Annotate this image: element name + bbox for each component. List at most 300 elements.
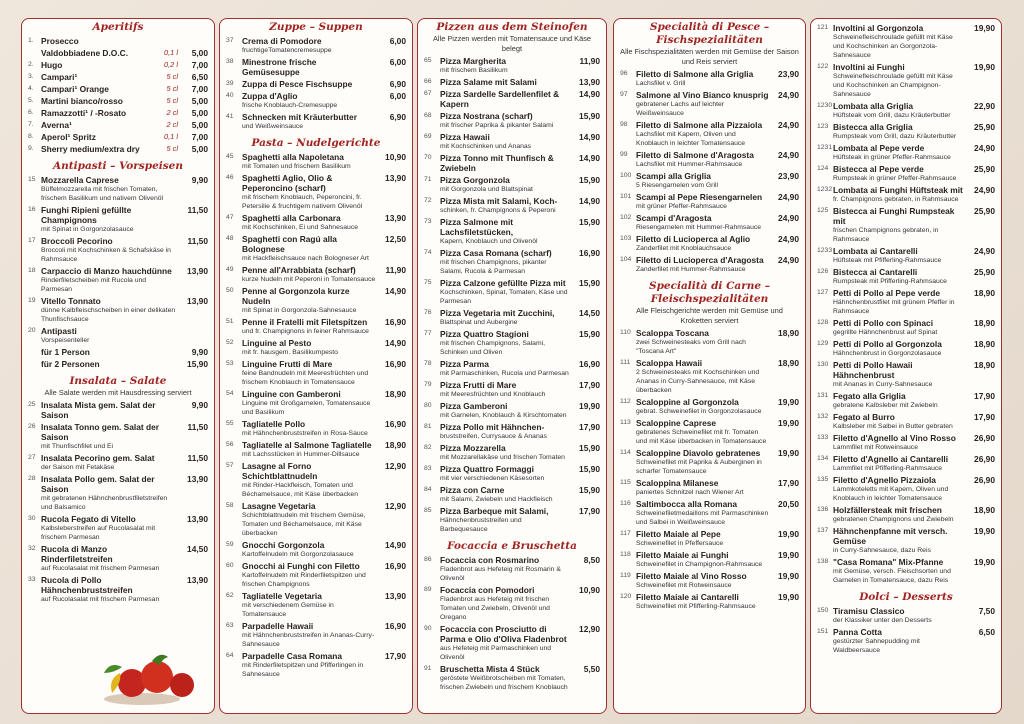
item-name: Spaghetti con Ragú alla Bolognese — [242, 234, 337, 254]
menu-item — [817, 206, 995, 244]
item-price: 15,90 — [187, 359, 208, 369]
item-number: 100 — [620, 172, 632, 179]
item-description: mit frischer Paprika & pikanter Salami — [440, 122, 554, 129]
item-number: 69 — [424, 133, 432, 140]
heading-dolci: Dolci – Desserts — [859, 591, 953, 603]
item-name: Gnocchi ai Funghi con Filetto — [242, 561, 360, 571]
menu-item — [28, 96, 208, 106]
item-name: Scampi al Pepe Riesengarnelen — [636, 192, 763, 202]
item-number: 79 — [424, 381, 432, 388]
item-name: Petti di Pollo Hawaii Hähnchenbrust — [833, 360, 913, 380]
item-price: 14,90 — [579, 89, 600, 99]
list-aperitifs — [28, 36, 208, 154]
menu-item — [226, 651, 406, 679]
item-name: Ramazzotti¹ / -Rosato — [41, 108, 127, 118]
item-name: Antipasti — [41, 326, 77, 336]
menu-item — [28, 236, 208, 264]
menu-item — [620, 397, 799, 416]
menu-item — [226, 91, 406, 110]
item-price: 23,90 — [778, 171, 799, 181]
item-number: 96 — [620, 70, 628, 77]
menu-item — [620, 255, 799, 274]
item-name: Pizza Gorgonzola — [440, 175, 510, 185]
item-name: Scaloppa Hawaii — [636, 358, 703, 368]
item-price: 17,90 — [778, 478, 799, 488]
item-price: 10,90 — [579, 585, 600, 595]
item-description: mit Hähnchenbruststreifen in Rosa-Sauce — [242, 430, 368, 437]
item-name: Pizza Vegetaria mit Zucchini, — [440, 308, 555, 318]
menu-item — [424, 132, 600, 151]
item-name: Hähnchenpfanne mit versch. Gemüse — [833, 526, 948, 546]
item-description: Schweinefleischroulade gefüllt mit Käse und Kochschinken an Champignon-Sahnesauce — [833, 73, 953, 98]
item-price: 13,90 — [579, 77, 600, 87]
item-description: mit Kochschinken und Ananas — [440, 143, 532, 150]
item-number: 150 — [817, 607, 829, 614]
item-name: Scaloppina Milanese — [636, 478, 719, 488]
item-description: Hähnchenbrust in Gorgonzolasauce — [833, 350, 942, 357]
item-price: 15,90 — [579, 217, 600, 227]
item-volume: 2 cl — [166, 120, 178, 129]
item-price: 16,90 — [385, 561, 406, 571]
item-description: fruchtigeTomatencremesuppe — [242, 47, 332, 54]
item-price: 19,90 — [974, 62, 995, 72]
item-price: 19,90 — [778, 418, 799, 428]
menu-item — [424, 443, 600, 462]
menu-item — [28, 205, 208, 234]
item-name: Aperol¹ Spritz — [41, 132, 96, 142]
menu-item — [424, 624, 600, 662]
item-number: 118 — [620, 551, 631, 558]
item-number: 86 — [424, 556, 432, 563]
item-number: 116 — [620, 500, 631, 507]
item-number: 82 — [424, 444, 432, 451]
item-price: 6,00 — [389, 57, 406, 67]
item-name: Filetto Maiale al Vino Rosso — [636, 571, 747, 581]
item-name: Filetto Maiale al Pepe — [636, 529, 721, 539]
menu-item — [28, 359, 208, 369]
item-name: Focaccia con Prosciutto di Parma e Olio d'Oliva Fladenbrot — [440, 624, 567, 644]
item-price: 24,90 — [778, 192, 799, 202]
menu-item — [424, 585, 600, 622]
item-price: 10,90 — [385, 152, 406, 162]
item-name: Rucola Fegato di Vitello — [41, 514, 136, 524]
item-number: 81 — [424, 423, 432, 430]
menu-item — [28, 120, 208, 130]
menu-item — [817, 164, 995, 183]
menu-item — [817, 433, 995, 452]
item-name: Penne il Fratelli mit Filetspitzen — [242, 317, 368, 327]
item-number: 60 — [226, 562, 234, 569]
item-number: 46 — [226, 174, 234, 181]
item-description: schinken, fr. Champignons & Peperoni — [440, 207, 556, 214]
item-description: mit Garnelen, Knoblauch & Kirschtomaten — [440, 412, 567, 419]
menu-item — [817, 246, 995, 265]
item-description: frischen Champignons gebraten, in Rahmsauce — [833, 227, 939, 243]
item-name: Scaloppine Diavolo gebratenes — [636, 448, 761, 458]
item-price: 16,90 — [579, 359, 600, 369]
item-number: 85 — [424, 507, 432, 514]
item-description: feine Bandnudeln mit Meeresfrüchten und frischem Knoblauch in Tomatensauce — [242, 370, 369, 386]
item-description: Hüftsteak mit Pfifferling-Rahmsauce — [833, 257, 942, 264]
item-number: 101 — [620, 193, 632, 200]
menu-item — [817, 267, 995, 286]
menu-item — [620, 192, 799, 211]
item-name: Lasagne al Forno Schichtblattnudeln — [242, 461, 318, 481]
list-insalata — [28, 400, 208, 604]
item-number: 28 — [28, 475, 36, 482]
item-number: 75 — [424, 279, 432, 286]
list-focaccia — [424, 555, 600, 692]
item-name: Insalata Tonno gem. Salat der Saison — [41, 422, 160, 442]
item-number: 115 — [620, 479, 631, 486]
item-price: 12,90 — [385, 461, 406, 471]
item-name: Pizza Salame mit Salami — [440, 77, 537, 87]
item-number: 110 — [620, 329, 631, 336]
item-price: 25,90 — [974, 164, 995, 174]
item-description: Linguine mit Großgarnelen, Tomatensauce und Basilikum — [242, 400, 371, 416]
menu-item — [28, 84, 208, 94]
item-number: 120 — [620, 593, 632, 600]
item-description: geröstete Weißbrotscheiben mit Tomaten, frischen Zwiebeln und frischem Knoblauch — [440, 675, 568, 691]
item-description: Rumpsteak in grüner Pfeffer-Rahmsauce — [833, 175, 957, 182]
item-description: Schweinefilet mit Rotweinsauce — [636, 582, 732, 589]
item-description: Broccoli mit Kochschinken & Schafskäse in Rahmsauce — [41, 247, 171, 263]
item-number: 91 — [424, 665, 432, 672]
item-description: gebratener Lachs auf leichter Weißweinsauce — [636, 101, 725, 117]
item-price: 16,90 — [385, 317, 406, 327]
item-name: Filetto Maiale ai Funghi — [636, 550, 729, 560]
menu-item — [424, 153, 600, 173]
item-description: der Saison mit Fetakäse — [41, 464, 115, 471]
item-number: 127 — [817, 289, 829, 296]
item-price: 19,90 — [778, 448, 799, 458]
item-number: 121 — [817, 24, 829, 31]
menu-item — [424, 56, 600, 75]
item-name: Linguine al Pesto — [242, 338, 312, 348]
item-number: 1. — [28, 37, 34, 44]
menu-item — [226, 540, 406, 559]
item-number: 135 — [817, 476, 829, 483]
item-name: Carpaccio di Manzo hauchdünne — [41, 266, 172, 276]
item-name: Lombata ai Funghi Hüftsteak mit — [833, 185, 963, 195]
item-number: 134 — [817, 455, 829, 462]
item-price: 13,90 — [385, 173, 406, 183]
item-price: 18,90 — [385, 440, 406, 450]
menu-item — [424, 664, 600, 692]
item-description: mit fr. hausgem. Basilikumpesto — [242, 349, 338, 356]
item-price: 6,90 — [389, 112, 406, 122]
item-number: 47 — [226, 214, 234, 221]
menu-item — [817, 339, 995, 358]
item-description: Schweinefilet mit Paprika & Auberginen in scharfer Tomatensauce — [636, 459, 762, 475]
item-number: 26 — [28, 423, 36, 430]
list-pasta — [226, 152, 406, 679]
item-name: Focaccia con Rosmarino — [440, 555, 540, 565]
item-price: 18,90 — [974, 505, 995, 515]
menu-item — [620, 120, 799, 148]
item-number: 89 — [424, 586, 432, 593]
item-number: 63 — [226, 622, 234, 629]
item-number: 151 — [817, 628, 829, 635]
menu-item — [28, 266, 208, 294]
item-description: mit Hähnchenbruststreifen in Ananas-Curry-Sahnesauce — [242, 632, 375, 648]
menu-item — [620, 90, 799, 118]
item-price: 14,90 — [385, 286, 406, 296]
item-number: 74 — [424, 249, 432, 256]
item-price: 24,90 — [778, 150, 799, 160]
item-number: 124 — [817, 165, 829, 172]
item-number: 5. — [28, 97, 34, 104]
item-price: 14,90 — [579, 132, 600, 142]
menu-item — [226, 338, 406, 357]
item-name: Filetto di Salmone d'Aragosta — [636, 150, 754, 160]
column-suppen-pasta — [219, 18, 413, 714]
item-price: 20,50 — [778, 499, 799, 509]
item-price: 12,90 — [579, 624, 600, 634]
item-name: Parpadelle Hawaii — [242, 621, 314, 631]
item-name: Pizza Barbeque mit Salami, — [440, 506, 549, 516]
item-number: 64 — [226, 652, 234, 659]
item-price: 15,90 — [579, 175, 600, 185]
menu-item — [226, 286, 406, 315]
item-description: Lachsfilet mit Hummer-Rahmsauce — [636, 161, 743, 168]
item-description: Hähnchenbrustfilet mit grünem Pfeffer in Rahmsauce — [833, 299, 955, 315]
item-price: 11,90 — [385, 265, 406, 275]
item-name: Pizza Quattro Formaggi — [440, 464, 534, 474]
item-description: gegrillte Hähnchenbrust auf Spinat — [833, 329, 938, 336]
item-name: Scaloppine Caprese — [636, 418, 717, 428]
item-number: 70 — [424, 154, 432, 161]
column-fisch-fleisch — [613, 18, 806, 714]
item-price: 13,90 — [187, 514, 208, 524]
item-number: 52 — [226, 339, 234, 346]
item-price: 18,90 — [778, 358, 799, 368]
item-name: Insalata Pollo gem. Salat der Saison — [41, 474, 155, 494]
item-description: Rumpsteak vom Grill, dazu Kräuterbutter — [833, 133, 957, 140]
item-name: Tagliatelle al Salmone Tagliatelle — [242, 440, 372, 450]
item-number: 102 — [620, 214, 632, 221]
item-name: Insalata Mista gem. Salat der Saison — [41, 400, 156, 420]
item-price: 6,50 — [191, 72, 208, 82]
item-number: 80 — [424, 402, 432, 409]
item-price: 25,90 — [974, 122, 995, 132]
item-name: Penne al Gorgonzola kurze Nudeln — [242, 286, 350, 306]
item-name: Schnecken mit Kräuterbutter — [242, 112, 357, 122]
menu-item — [620, 571, 799, 590]
item-price: 26,90 — [974, 454, 995, 464]
item-name: Involtini al Gorgonzola — [833, 23, 924, 33]
item-name: Bistecca alla Griglia — [833, 122, 913, 132]
item-name: Scaloppa Toscana — [636, 328, 709, 338]
item-price: 18,90 — [385, 389, 406, 399]
list-pizzen — [424, 56, 600, 534]
list-fleisch2 — [817, 23, 995, 585]
item-description: Lachsfilet mit Kapern, Oliven und Knoblauch in leichter Tomatensauce — [636, 131, 746, 147]
item-price: 22,90 — [974, 101, 995, 111]
item-name: Petti di Pollo al Pepe verde — [833, 288, 941, 298]
item-description: mit Lachsstücken in Hummer-Dillsauce — [242, 451, 360, 458]
item-description: paniertes Schnitzel nach Wiener Art — [636, 489, 744, 496]
item-number: 7. — [28, 121, 34, 128]
item-price: 9,90 — [191, 175, 208, 185]
item-number: 57 — [226, 462, 234, 469]
item-description: Hüftsteak vom Grill, dazu Kräuterbutter — [833, 112, 951, 119]
item-number: 40 — [226, 92, 234, 99]
item-price: 24,90 — [974, 246, 995, 256]
item-name: Crema di Pomodore — [242, 36, 322, 46]
item-price: 6,00 — [389, 36, 406, 46]
item-price: 19,90 — [778, 397, 799, 407]
item-description: Kapern, Knoblauch und Olivenöl — [440, 238, 538, 245]
menu-item — [620, 478, 799, 497]
item-name: Pizza Hawaii — [440, 132, 490, 142]
item-number: 77 — [424, 330, 432, 337]
item-description: mit Gorgonzola und Blattspinat — [440, 186, 533, 193]
item-number: 1231 — [817, 144, 833, 151]
menu-item — [817, 412, 995, 431]
item-price: 17,90 — [974, 391, 995, 401]
item-number: 131 — [817, 392, 829, 399]
item-description: auf Rucolasalat mit frischem Parmesan — [41, 565, 160, 572]
item-number: 55 — [226, 420, 234, 427]
item-name: Pizza Quattro Stagioni — [440, 329, 529, 339]
menu-item — [817, 627, 995, 655]
item-description: mit grüner Pfeffer-Rahmsauce — [636, 203, 727, 210]
item-price: 15,90 — [579, 485, 600, 495]
menu-item — [226, 419, 406, 438]
item-price: 9,90 — [191, 347, 208, 357]
item-name: Pizza con Carne — [440, 485, 505, 495]
item-number: 72 — [424, 197, 432, 204]
item-description: Schweinefilet in Champignon-Rahmsauce — [636, 561, 763, 568]
item-price: 17,90 — [579, 422, 600, 432]
menu-item — [226, 440, 406, 459]
item-description: Schichtblattnudeln mit frischem Gemüse, Tomaten und Béchamelsauce, mit Käse überbacken — [242, 512, 366, 537]
item-name: "Casa Romana" Mix-Pfanne — [833, 557, 944, 567]
item-price: 17,90 — [579, 380, 600, 390]
item-price: 7,00 — [191, 60, 208, 70]
item-name: Pizza Margherita — [440, 56, 507, 66]
item-number: 98 — [620, 121, 628, 128]
item-description: mit verschiedenem Gemüse in Tomatensauce — [242, 602, 334, 618]
menu-item — [226, 234, 406, 263]
item-number: 71 — [424, 176, 432, 183]
item-name: Fegato alla Griglia — [833, 391, 906, 401]
item-description: mit Ananas in Curry-Sahnesauce — [833, 381, 933, 388]
item-name: Gnocchi Gorgonzola — [242, 540, 325, 550]
item-description: in Curry-Sahnesauce, dazu Reis — [833, 547, 931, 554]
item-name: Sherry medium/extra dry — [41, 144, 140, 154]
item-description: mit frischem Basilikum — [440, 67, 508, 74]
item-price: 14,90 — [385, 338, 406, 348]
item-number: 122 — [817, 63, 829, 70]
tomato-basil-illustration — [102, 637, 212, 707]
item-number: 51 — [226, 318, 234, 325]
item-number: 97 — [620, 91, 628, 98]
item-number: 65 — [424, 57, 432, 64]
item-name: Filetto di Salmone alla Griglia — [636, 69, 754, 79]
item-name: Bruschetta Mista 4 Stück — [440, 664, 540, 674]
list-antipasti — [28, 175, 208, 369]
item-price: 15,90 — [579, 329, 600, 339]
item-name: Vitello Tonnato — [41, 296, 101, 306]
item-description: mit Tomaten und frischem Basilikum — [242, 163, 351, 170]
item-number: 9. — [28, 145, 34, 152]
item-price: 19,90 — [778, 571, 799, 581]
item-number: 38 — [226, 58, 234, 65]
item-description: auf Rucolasalat mit frischem Parmesan — [41, 596, 160, 603]
menu-item — [226, 317, 406, 336]
menu-item — [424, 422, 600, 441]
item-price: 26,90 — [974, 475, 995, 485]
menu-item — [817, 391, 995, 410]
item-name: Bistecca ai Funghi Rumpsteak mit — [833, 206, 955, 226]
item-name: Linguine Frutti di Mare — [242, 359, 333, 369]
menu-item — [817, 318, 995, 337]
item-price: 11,90 — [579, 56, 600, 66]
heading-insalata: Insalata – Salate — [69, 375, 167, 387]
item-number: 25 — [28, 401, 36, 408]
item-description: Schweinefleischroulade gefüllt mit Käse und Kochschinken an Gorgonzola-Sahnesauce — [833, 34, 953, 59]
item-number: 6. — [28, 109, 34, 116]
item-price: 16,90 — [385, 359, 406, 369]
item-price: 24,90 — [974, 185, 995, 195]
item-price: 25,90 — [974, 267, 995, 277]
item-number: 20 — [28, 327, 36, 334]
item-price: 6,00 — [389, 91, 406, 101]
item-number: 15 — [28, 176, 36, 183]
item-price: 6,90 — [389, 79, 406, 89]
item-number: 103 — [620, 235, 632, 242]
item-description: Schweinefiletmedaillons mit Parmaschinken und Salbei in Weißweinsauce — [636, 510, 769, 526]
item-description: Hähnchenbruststreifen und Barbequesauce — [440, 517, 522, 533]
menu-item — [817, 360, 995, 389]
item-description: mit Parmaschinken, Rucola und Parmesan — [440, 370, 569, 377]
item-description: Lammfilet mit Rotweinsauce — [833, 444, 918, 451]
item-price: 5,00 — [191, 120, 208, 130]
menu-item — [424, 89, 600, 109]
item-name: Pizza Nostrana (scharf) — [440, 111, 533, 121]
menu-item — [28, 422, 208, 451]
item-description: Schweinefilet mit Pfifferling-Rahmsauce — [636, 603, 756, 610]
item-name: Fegato al Burro — [833, 412, 895, 422]
item-price: 12,50 — [385, 234, 406, 244]
list-dolci — [817, 606, 995, 655]
item-price: 13,90 — [187, 575, 208, 585]
item-name: Averna¹ — [41, 120, 72, 130]
menu-item — [28, 326, 208, 345]
menu-item — [226, 173, 406, 211]
menu-item — [620, 358, 799, 395]
item-price: 24,90 — [778, 234, 799, 244]
item-number: 128 — [817, 319, 829, 326]
menu-item — [424, 111, 600, 130]
item-number: 30 — [28, 515, 36, 522]
item-number: 104 — [620, 256, 632, 263]
item-name: Salmone al Vino Bianco knusprig — [636, 90, 769, 100]
item-description: gebratenes Schweinefilet mit fr. Tomaten und mit Käse überbacken in Tomatensauce — [636, 429, 767, 445]
item-description: Kalbsleberstreifen auf Rucolasalat mit frischem Parmesan — [41, 525, 156, 541]
menu-item — [424, 485, 600, 504]
menu-item — [28, 400, 208, 420]
item-number: 27 — [28, 454, 36, 461]
item-description: mit gebratenen Hähnchenbrustfiletstreifen und Balsamico — [41, 495, 168, 511]
item-name: Bistecca ai Cantarelli — [833, 267, 918, 277]
item-price: 13,90 — [385, 213, 406, 223]
item-description: mit Mozzarellakäse und frischen Tomaten — [440, 454, 565, 461]
item-number: 129 — [817, 340, 829, 347]
item-number: 130 — [817, 361, 829, 368]
